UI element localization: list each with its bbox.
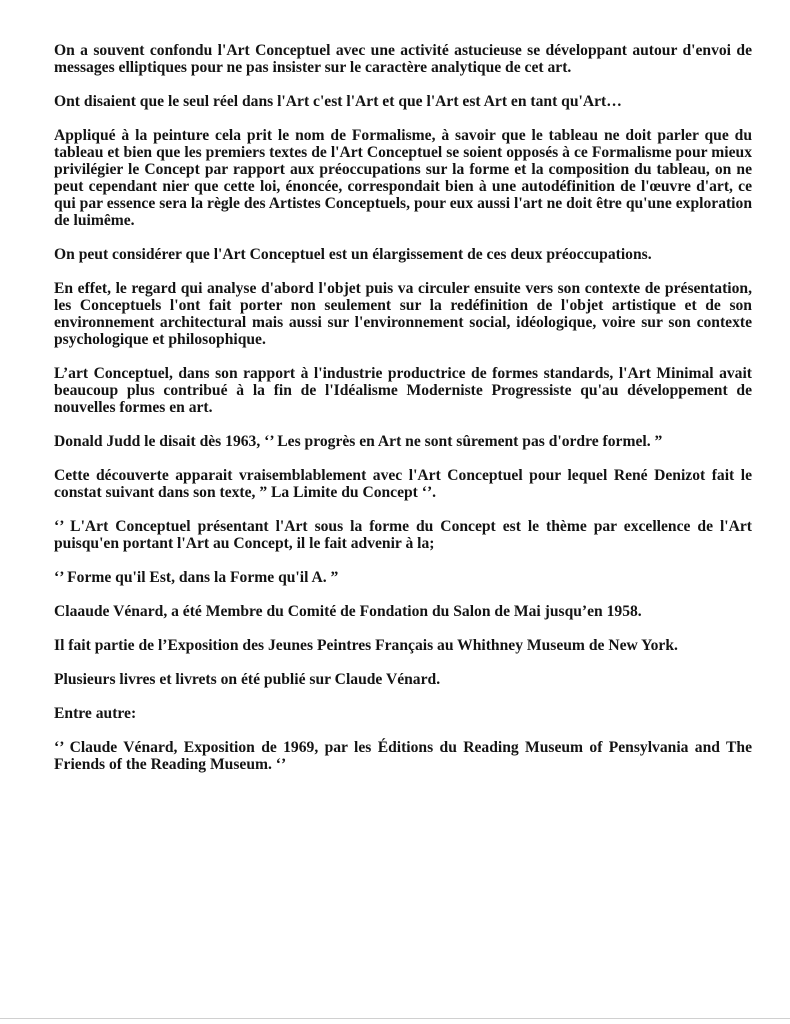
paragraph-entre-autre: Entre autre:: [54, 705, 137, 722]
page-bottom-divider: [0, 1018, 790, 1019]
paragraph-rene-denizot: Cette découverte apparait vraisemblablement avec l'Art Conceptuel pour lequel René Denizot fait le constat suivant dans son texte, ” La Limite du Concept ‘’.: [54, 467, 752, 501]
paragraph-elargissement: On peut considérer que l'Art Conceptuel est un élargissement de ces deux préoccupations.: [54, 246, 652, 263]
paragraph-salon-de-mai: Claaude Vénard, a été Membre du Comité de Fondation du Salon de Mai jusqu’en 1958.: [54, 603, 642, 620]
document-page: [54, 42, 752, 773]
paragraph-art-minimal: L’art Conceptuel, dans son rapport à l'industrie productrice de formes standards, l'Art Minimal avait beaucoup plus contribué à la fin de l'Idéalisme Moderniste Progressiste qu'au développement de nouvelles formes en art.: [54, 365, 752, 416]
paragraph-donald-judd: Donald Judd le disait dès 1963, ‘’ Les progrès en Art ne sont sûrement pas d'ordre formel. ”: [54, 433, 663, 450]
paragraph-quote-forme: ‘’ Forme qu'il Est, dans la Forme qu'il A. ”: [54, 569, 339, 586]
paragraph-livres: Plusieurs livres et livrets on été publié sur Claude Vénard.: [54, 671, 441, 688]
paragraph-quote-concept: ‘’ L'Art Conceptuel présentant l'Art sous la forme du Concept est le thème par excellence de l'Art puisqu'en portant l'Art au Concept, il le fait advenir à la;: [54, 518, 752, 552]
paragraph-contexte: En effet, le regard qui analyse d'abord l'objet puis va circuler ensuite vers son contexte de présentation, les Conceptuels l'ont fait porter non seulement sur la redéfinition de l'objet artistique et de son environnement architectural mais aussi sur l'environnement social, idéologique, voire sur son contexte psychologique et philosophique.: [54, 280, 752, 348]
paragraph-art-est-art: Ont disaient que le seul réel dans l'Art c'est l'Art et que l'Art est Art en tant qu'Art…: [54, 93, 622, 110]
paragraph-whithney-museum: Il fait partie de l’Exposition des Jeunes Peintres Français au Whithney Museum de New York.: [54, 637, 678, 654]
paragraph-reading-museum: ‘’ Claude Vénard, Exposition de 1969, par les Éditions du Reading Museum of Pensylvania and The Friends of the Reading Museum. ‘’: [54, 739, 752, 773]
paragraph-art-conceptuel-intro: On a souvent confondu l'Art Conceptuel avec une activité astucieuse se développant autour d'envoi de messages elliptiques pour ne pas insister sur le caractère analytique de cet art.: [54, 42, 752, 76]
paragraph-formalisme: Appliqué à la peinture cela prit le nom de Formalisme, à savoir que le tableau ne doit parler que du tableau et bien que les premiers textes de l'Art Conceptuel se soient opposés à ce Formalisme pour mieux privilégier le Concept par rapport aux préoccupations sur la forme et la composition du tableau, on ne peut cependant nier que cette loi, énoncée, correspondait bien à une autodéfinition de l'œuvre d'art, ce qui par essence sera la règle des Artistes Conceptuels, pour eux aussi l'art ne doit être qu'une exploration de luimême.: [54, 127, 752, 229]
